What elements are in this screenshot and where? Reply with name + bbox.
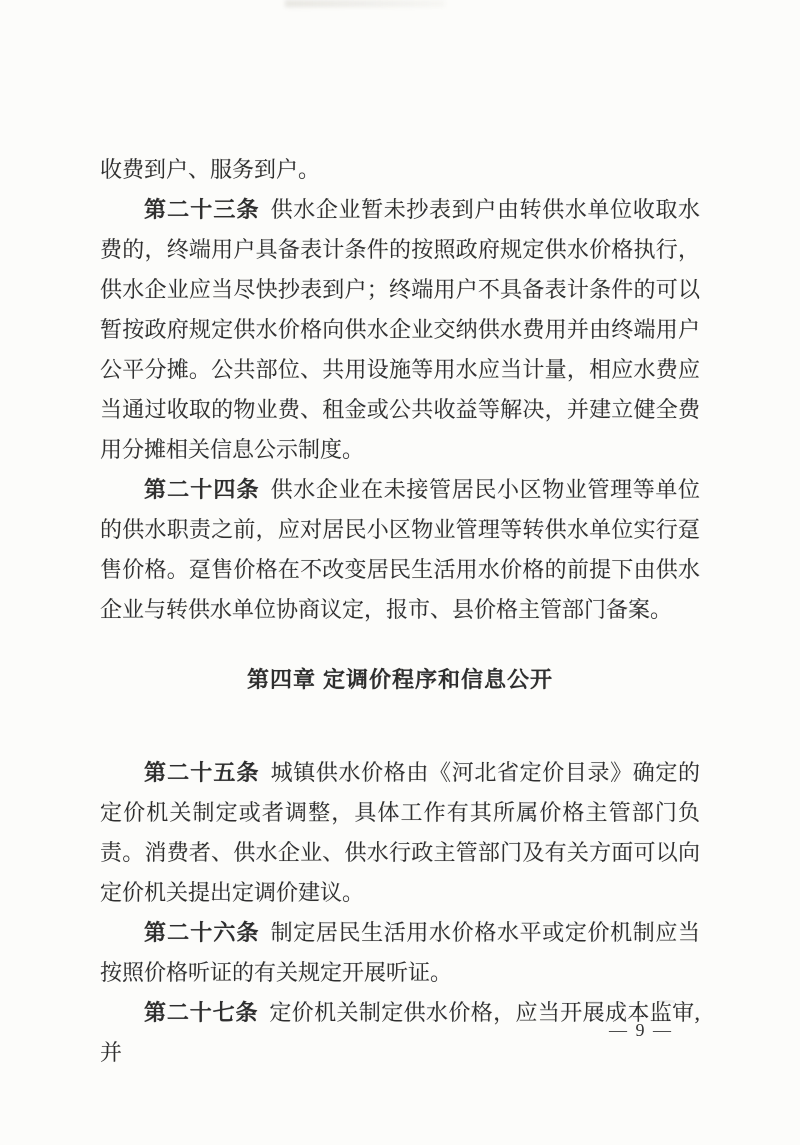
article-number: 第二十七条 xyxy=(144,1000,259,1025)
paragraph-text: 供水企业暂未抄表到户由转供水单位收取水费的，终端用户具备表计条件的按照政府规定供水价格执行，供水企业应当尽快抄表到户；终端用户不具备表计条件的可以暂按政府规定供水价格向供水企业交纳供水费用并由终端用户公平分摊。公共部位、共用设施等用水应当计量，相应水费应当通过收取的物业费、租金或公共收益等解决，并建立健全费用分摊相关信息公示制度。 xyxy=(100,197,700,462)
document-body xyxy=(100,150,700,1073)
paragraph-text: 制定居民生活用水价格水平或定价机制应当按照价格听证的有关规定开展听证。 xyxy=(100,920,700,985)
paragraph-text: 定价机关制定供水价格，应当开展成本监审,并 xyxy=(100,1000,700,1065)
chapter-heading: 第四章 定调价程序和信息公开 xyxy=(246,667,554,692)
article-number: 第二十六条 xyxy=(144,920,260,945)
article-number: 第二十五条 xyxy=(144,760,260,785)
paragraph-article-25 xyxy=(100,753,700,913)
page-number: — 9 — xyxy=(609,1020,673,1040)
paragraph-article-23 xyxy=(100,190,700,470)
article-number: 第二十三条 xyxy=(144,197,260,222)
paragraph-text: 供水企业在未接管居民小区物业管理等单位的供水职责之前，应对居民小区物业管理等转供水单位实行趸售价格。趸售价格在不改变居民生活用水价格的前提下由供水企业与转供水单位协商议定，报市、县价格主管部门备案。 xyxy=(100,477,700,622)
paragraph-article-24 xyxy=(100,470,700,630)
article-number: 第二十四条 xyxy=(144,477,260,502)
paragraph-text: 城镇供水价格由《河北省定价目录》确定的定价机关制定或者调整，具体工作有其所属价格主管部门负责。消费者、供水企业、供水行政主管部门及有关方面可以向定价机关提出定调价建议。 xyxy=(100,760,700,905)
paragraph-text: 收费到户、服务到户。 xyxy=(100,157,321,182)
paragraph-continuation xyxy=(100,150,700,190)
paragraph-article-26 xyxy=(100,913,700,993)
scan-artifact-top xyxy=(285,0,445,7)
